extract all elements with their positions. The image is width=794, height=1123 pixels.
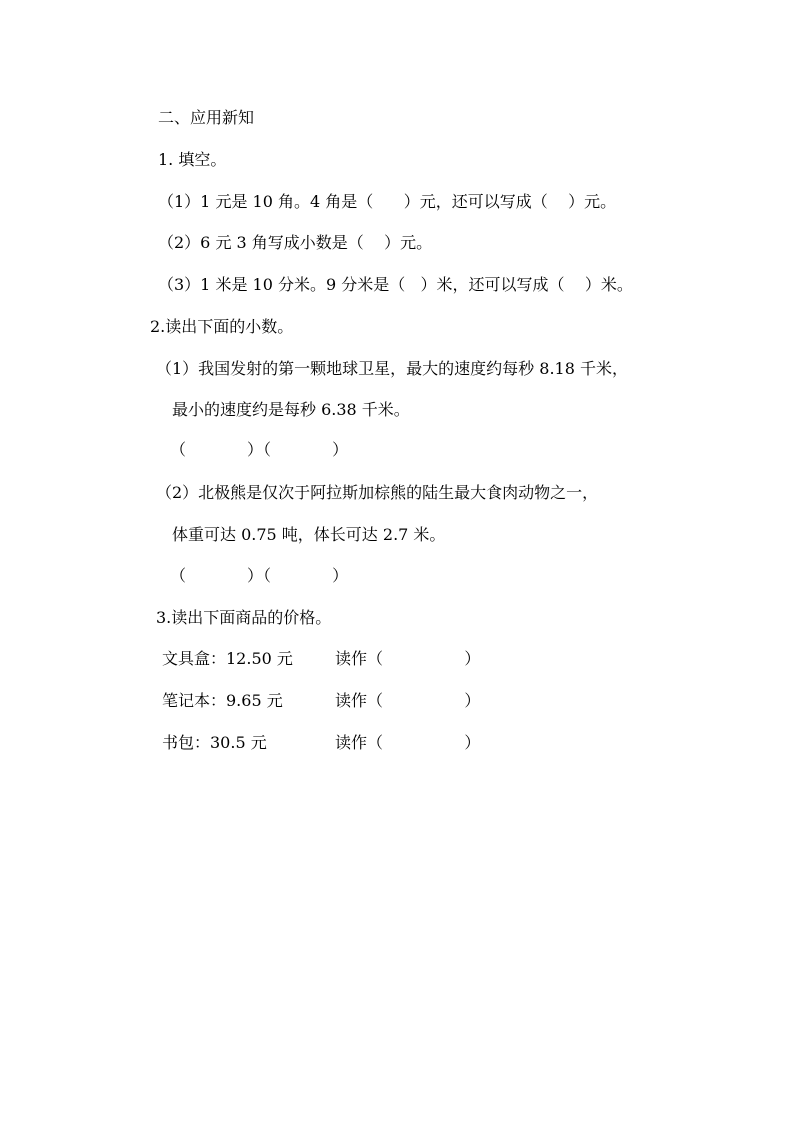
q1-item-1: （1）1 元是 10 角。4 角是（ ）元，还可以写成（ ）元。 <box>158 192 617 211</box>
q1-title: 1. 填空。 <box>158 150 227 169</box>
goods-name-2: 笔记本：9.65 元 <box>162 691 283 710</box>
q2-item-1-line-2: 最小的速度约是每秒 6.38 千米。 <box>172 400 410 419</box>
q1-item-2: （2）6 元 3 角写成小数是（ ）元。 <box>158 233 433 252</box>
goods-name-1: 文具盒：12.50 元 <box>162 649 293 668</box>
goods-name-3: 书包：30.5 元 <box>162 733 267 752</box>
q2-item-2-line-2: 体重可达 0.75 吨，体长可达 2.7 米。 <box>172 525 446 544</box>
goods-read-1: 读作（ ） <box>335 649 481 668</box>
q2-item-1-blanks: （ ）（ ） <box>170 440 349 459</box>
q3-title: 3.读出下面商品的价格。 <box>156 608 332 627</box>
q2-title: 2.读出下面的小数。 <box>150 317 294 336</box>
q2-item-1-line-1: （1）我国发射的第一颗地球卫星，最大的速度约每秒 8.18 千米， <box>156 359 628 378</box>
goods-read-2: 读作（ ） <box>335 691 481 710</box>
q2-item-2-blanks: （ ）（ ） <box>170 566 349 585</box>
goods-read-3: 读作（ ） <box>335 733 481 752</box>
section-title: 二、应用新知 <box>158 108 255 127</box>
q1-item-3: （3）1 米是 10 分米。9 分米是（ ）米，还可以写成（ ）米。 <box>158 275 633 294</box>
q2-item-2-line-1: （2）北极熊是仅次于阿拉斯加棕熊的陆生最大食肉动物之一， <box>156 483 599 502</box>
